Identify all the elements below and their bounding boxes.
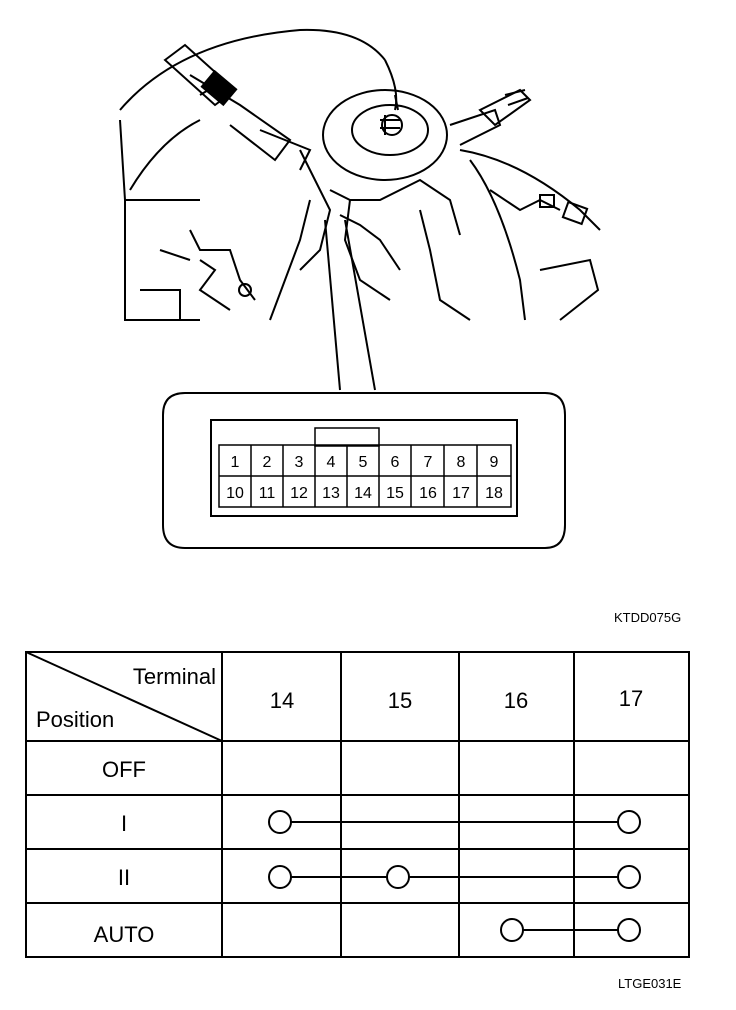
position-i: I [120,811,128,836]
continuity-dot-i-17 [618,811,640,833]
pin-8: 8 [456,454,466,471]
position-ii: II [117,865,131,890]
pin-13: 13 [322,485,340,502]
terminal-header-14: 14 [269,688,295,713]
pin-7: 7 [423,454,433,471]
pin-11: 11 [258,485,276,502]
pin-5: 5 [358,454,368,471]
pin-1: 1 [230,454,240,471]
figure-code-bottom: LTGE031E [618,976,682,991]
header-terminal: Terminal [132,664,216,689]
terminal-header-15: 15 [387,688,413,713]
position-auto: AUTO [93,922,155,947]
continuity-dot-auto-17 [618,919,640,941]
figure-code-top: KTDD075G [614,610,682,625]
pin-14: 14 [354,485,372,502]
pin-9: 9 [489,454,499,471]
terminal-header-16: 16 [503,688,529,713]
continuity-dot-auto-16 [501,919,523,941]
position-off: OFF [102,757,146,782]
pin-3: 3 [294,454,304,471]
pin-18: 18 [485,485,503,502]
pin-17: 17 [452,485,470,502]
terminal-header-17: 17 [618,686,644,711]
continuity-dot-i-14 [269,811,291,833]
pin-10: 10 [226,485,244,502]
pin-2: 2 [262,454,272,471]
continuity-dot-ii-14 [269,866,291,888]
pin-15: 15 [386,485,404,502]
header-position: Position [36,707,115,732]
pin-12: 12 [290,485,308,502]
pin-4: 4 [326,454,336,471]
pin-6: 6 [390,454,400,471]
continuity-dot-ii-15 [387,866,409,888]
continuity-dot-ii-17 [618,866,640,888]
pin-16: 16 [419,485,437,502]
